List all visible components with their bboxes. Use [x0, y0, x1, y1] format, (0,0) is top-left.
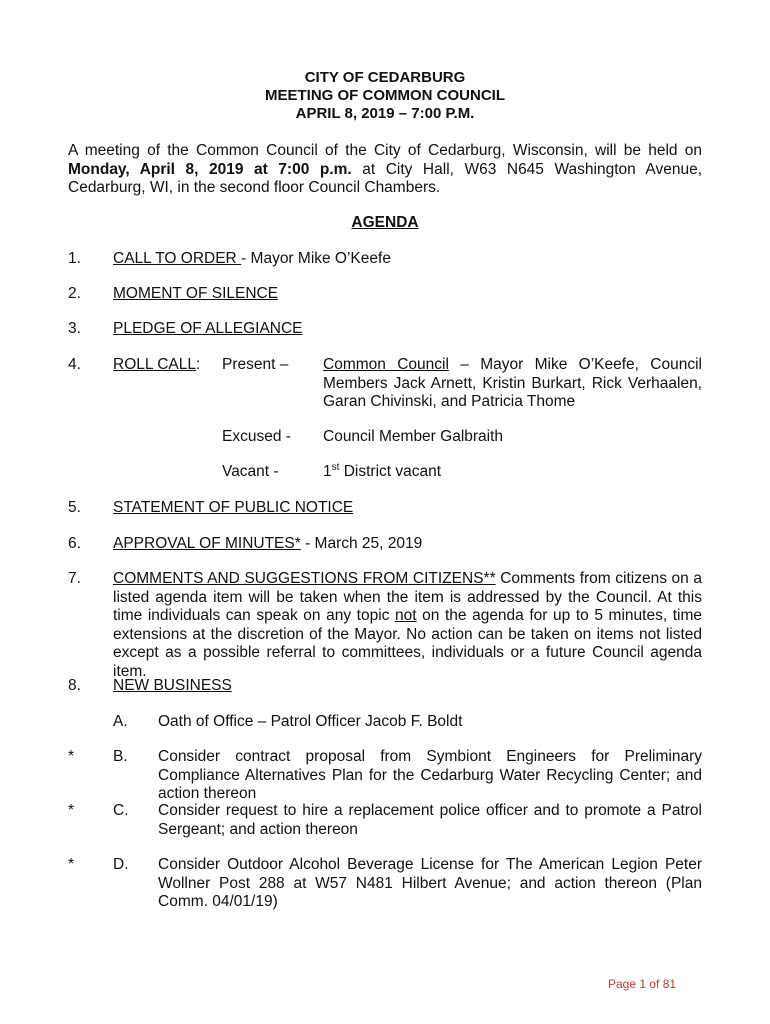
present-members [323, 356, 702, 412]
city-name: CITY OF CEDARBURG [304, 69, 466, 86]
item-title: COMMENTS AND SUGGESTIONS FROM CITIZENS** [113, 570, 496, 587]
item-number: 7. [68, 570, 81, 587]
intro-text-2: at City Hall, W63 N645 Washington Avenue, Cedarburg, WI, in the second floor Council Chambers. [68, 160, 703, 196]
sub-item-letter: A. [113, 713, 128, 730]
consent-asterisk: * [68, 748, 75, 765]
sub-item-text: Consider contract proposal from Symbiont Engineers for Preliminary Compliance Alternatives Plan for the Cedarburg Water Recycling Center; and action thereon [158, 748, 702, 802]
item-title: MOMENT OF SILENCE [113, 285, 279, 302]
present-label: Present – [222, 356, 289, 373]
meeting-date: APRIL 8, 2019 – 7:00 P.M. [295, 105, 475, 122]
vacant-ordinal: st [331, 461, 340, 473]
item-title: ROLL CALL [113, 356, 196, 373]
item-title: APPROVAL OF MINUTES* [113, 535, 301, 552]
vacant-label: Vacant - [222, 463, 279, 480]
item-number: 4. [68, 356, 81, 373]
item-title: CALL TO ORDER [113, 250, 242, 267]
item-title: NEW BUSINESS [113, 677, 232, 694]
item-number: 2. [68, 285, 81, 302]
item-number: 3. [68, 320, 81, 337]
item-detail: - Mayor Mike O’Keefe [241, 250, 391, 267]
intro-date-bold: Monday, April 8, 2019 at 7:00 p.m. [68, 160, 352, 178]
item-number: 1. [68, 250, 81, 267]
page-number: Page 1 of 81 [608, 977, 677, 991]
item-detail: - March 25, 2019 [300, 535, 423, 552]
sub-item-letter: B. [113, 748, 128, 765]
present-list: – Mayor Mike O’Keefe, Council Members Jack Arnett, Kristin Burkart, Rick Verhaalen, Garan Chivinski, and Patricia Thome [323, 356, 702, 410]
common-council-label: Common Council [323, 356, 449, 373]
consent-asterisk: * [68, 802, 75, 819]
meeting-title: MEETING OF COMMON COUNCIL [265, 87, 505, 104]
item-text-1: Comments from citizens on a listed agenda item will be taken when the item is addressed by the Council. At this time individuals can speak on any topic [113, 570, 703, 624]
item-number: 6. [68, 535, 81, 552]
excused-value: Council Member Galbraith [323, 428, 504, 445]
document-header [0, 69, 770, 123]
vacant-text: District vacant [339, 463, 442, 480]
vacant-value [323, 463, 702, 482]
sub-item-text: Consider Outdoor Alcohol Beverage License for The American Legion Peter Wollner Post 288 at W57 N481 Hilbert Avenue; and action thereon (Plan Comm. 04/01/19) [158, 856, 702, 910]
item-title: PLEDGE OF ALLEGIANCE [113, 320, 303, 337]
item-emphasis-not: not [395, 607, 417, 624]
intro-paragraph [68, 142, 702, 198]
item-text-2: on the agenda for up to 5 minutes, time extensions at the discretion of the Mayor. No action can be taken on items not listed except as a possible referral to committees, individuals or a future Council agenda item. [113, 607, 702, 680]
item-title: STATEMENT OF PUBLIC NOTICE [113, 499, 354, 516]
vacant-district-number: 1 [323, 463, 332, 480]
agenda-heading: AGENDA [351, 214, 419, 231]
intro-text-1: A meeting of the Common Council of the City of Cedarburg, Wisconsin, will be held on [68, 142, 702, 159]
item-body [113, 570, 702, 681]
excused-label: Excused - [222, 428, 291, 445]
consent-asterisk: * [68, 856, 75, 873]
item-number: 5. [68, 499, 81, 516]
sub-item-text: Consider request to hire a replacement police officer and to promote a Patrol Sergeant; and action thereon [158, 802, 702, 838]
item-colon: : [196, 356, 201, 373]
agenda-item-4 [68, 356, 702, 486]
sub-item-letter: C. [113, 802, 129, 819]
sub-item-letter: D. [113, 856, 129, 873]
sub-item-text: Oath of Office – Patrol Officer Jacob F. Boldt [158, 713, 463, 730]
item-number: 8. [68, 677, 81, 694]
